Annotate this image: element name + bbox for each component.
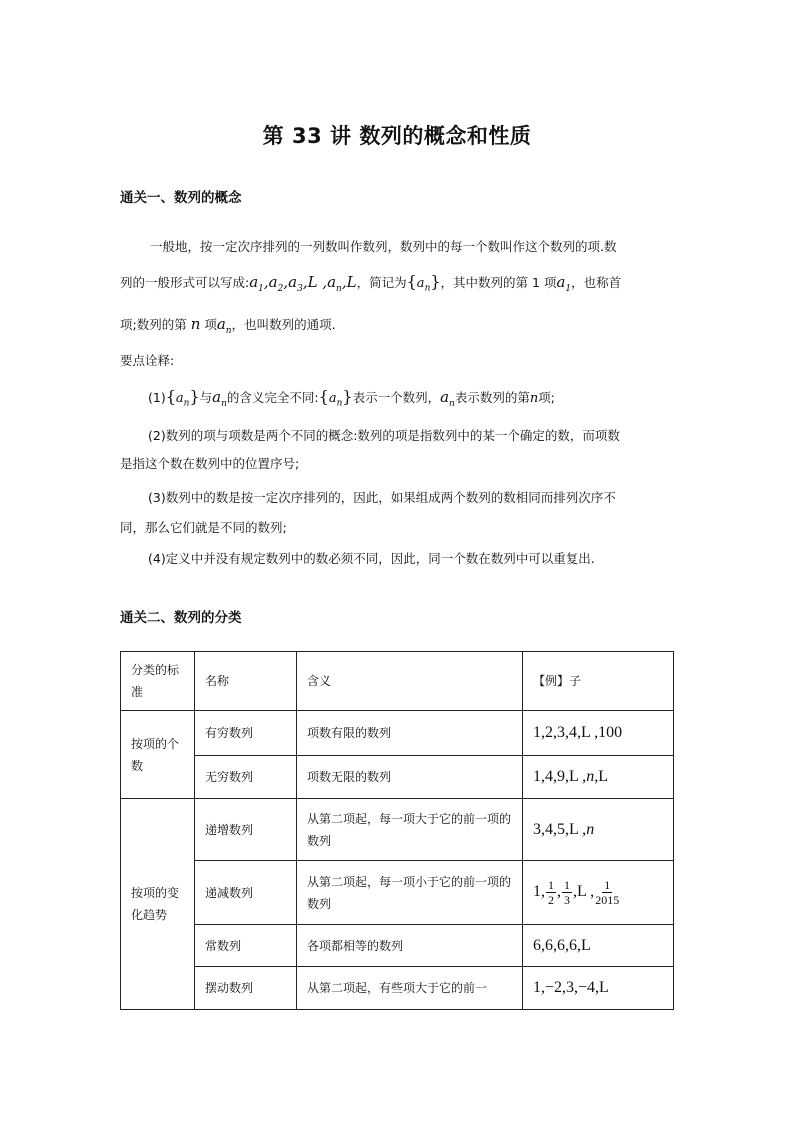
section-heading-classification: 通关二、数列的分类 xyxy=(120,610,242,626)
note-3-line-2: 同，那么它们就是不同的数列; xyxy=(120,520,287,535)
meaning-cell: 各项都相等的数列 xyxy=(297,925,523,967)
page-title: 第 33 讲 数列的概念和性质 xyxy=(262,124,532,148)
sequence-notation: $\{a_n\}$ xyxy=(165,387,200,409)
header-cell: 【例】子 xyxy=(523,652,674,711)
header-cell: 含义 xyxy=(297,652,523,711)
text-span: , xyxy=(557,883,561,901)
text-span: 1, xyxy=(533,883,545,901)
classification-table xyxy=(120,651,674,1010)
nth-term-formula: $a_n$ xyxy=(216,315,232,336)
fraction xyxy=(595,878,619,907)
first-term-formula: $a_1$ xyxy=(556,273,572,294)
text-span: ,L , xyxy=(573,883,595,901)
header-cell: 分类的标准 xyxy=(121,652,195,711)
text-span: 列的一般形式可以写成: xyxy=(120,275,250,290)
table-row xyxy=(121,925,674,967)
name-cell: 无穷数列 xyxy=(195,756,297,799)
general-form-formula: $a_1,a_2,a_3,L$ $,a_n,L$ xyxy=(249,273,357,294)
example-cell xyxy=(523,756,674,799)
nth-term-formula: $a_n$ xyxy=(440,388,455,409)
note-3-line-1: (3)数列中的数是按一定次序排列的，因此，如果组成两个数列的数相同而排列次序不 xyxy=(148,490,616,505)
text-span: 项;数列的第 xyxy=(120,317,191,332)
numerator: 1 xyxy=(604,878,611,892)
variable-n: n xyxy=(586,820,595,838)
text-span: 项; xyxy=(538,390,555,405)
denominator: 2 xyxy=(548,893,554,907)
name-cell: 摆动数列 xyxy=(195,967,297,1010)
numerator: 1 xyxy=(548,878,554,892)
paragraph-line xyxy=(120,273,621,298)
notes-title: 要点诠释: xyxy=(120,353,175,368)
meaning-cell: 从第二项起，每一项大于它的前一项的数列 xyxy=(297,799,523,861)
variable-n: n xyxy=(586,768,595,785)
meaning-cell: 项数有限的数列 xyxy=(297,711,523,756)
text-span: 项 xyxy=(200,317,217,332)
meaning-cell: 从第二项起，每一项小于它的前一项的数列 xyxy=(297,861,523,925)
note-2-line-2: 是指这个数在数列中的位置序号; xyxy=(120,456,300,471)
name-cell: 有穷数列 xyxy=(195,711,297,756)
denominator: 2015 xyxy=(595,893,620,907)
fraction xyxy=(562,878,572,907)
table-row xyxy=(121,711,674,756)
example-cell: 1,−2,3,−4,L xyxy=(523,967,674,1010)
section-heading-concept: 通关一、数列的概念 xyxy=(120,190,242,206)
paragraph-line: 一般地，按一定次序排列的一列数叫作数列，数列中的每一个数叫作这个数列的项.数 xyxy=(150,239,617,254)
table-row xyxy=(121,799,674,861)
group-cell: 按项的个数 xyxy=(121,711,195,799)
text-span: 1,4,9,L , xyxy=(533,768,587,785)
text-span: 的含义完全不同: xyxy=(226,390,319,405)
meaning-cell: 项数无限的数列 xyxy=(297,756,523,799)
text-span: 与 xyxy=(199,390,213,405)
text-span: ，也叫数列的通项. xyxy=(231,317,336,332)
denominator: 3 xyxy=(564,893,570,907)
text-span: ,L xyxy=(594,768,608,785)
example-cell xyxy=(523,861,674,925)
text-span: ，也称首 xyxy=(571,275,622,290)
table-row xyxy=(121,861,674,925)
variable-n: n xyxy=(529,391,539,406)
example-cell: 1,2,3,4,L ,100 xyxy=(523,711,674,756)
text-span: 3,4,5,L , xyxy=(533,820,587,838)
text-span: 表示数列的第 xyxy=(454,390,530,405)
table-row xyxy=(121,756,674,799)
variable-n: n xyxy=(190,315,201,333)
note-2-line-1: (2)数列的项与项数是两个不同的概念:数列的项是指数列中的某一个确定的数，而项数 xyxy=(148,428,620,443)
text-span: 表示一个数列， xyxy=(352,390,441,405)
text-span: ，简记为 xyxy=(356,275,407,290)
paragraph-line xyxy=(120,315,336,340)
text-span: ，其中数列的第 1 项 xyxy=(440,275,557,290)
note-4: (4)定义中并没有规定数列中的数必须不同，因此，同一个数在数列中可以重复出. xyxy=(148,551,595,566)
fraction xyxy=(546,878,556,907)
sequence-notation: $\{a_n\}$ xyxy=(318,387,353,409)
header-cell: 名称 xyxy=(195,652,297,711)
name-cell: 递减数列 xyxy=(195,861,297,925)
meaning-cell: 从第二项起，有些项大于它的前一 xyxy=(297,967,523,1010)
sequence-notation: $\{a_n\}$ xyxy=(406,272,441,294)
table-row xyxy=(121,967,674,1010)
note-1 xyxy=(148,388,555,413)
example-cell: 6,6,6,6,L xyxy=(523,925,674,967)
group-cell: 按项的变化趋势 xyxy=(121,799,195,1010)
numerator: 1 xyxy=(564,878,570,892)
text-span: (1) xyxy=(148,390,166,405)
name-cell: 常数列 xyxy=(195,925,297,967)
table-header-row xyxy=(121,652,674,711)
example-cell xyxy=(523,799,674,861)
nth-term-formula: $a_n$ xyxy=(212,388,227,409)
name-cell: 递增数列 xyxy=(195,799,297,861)
